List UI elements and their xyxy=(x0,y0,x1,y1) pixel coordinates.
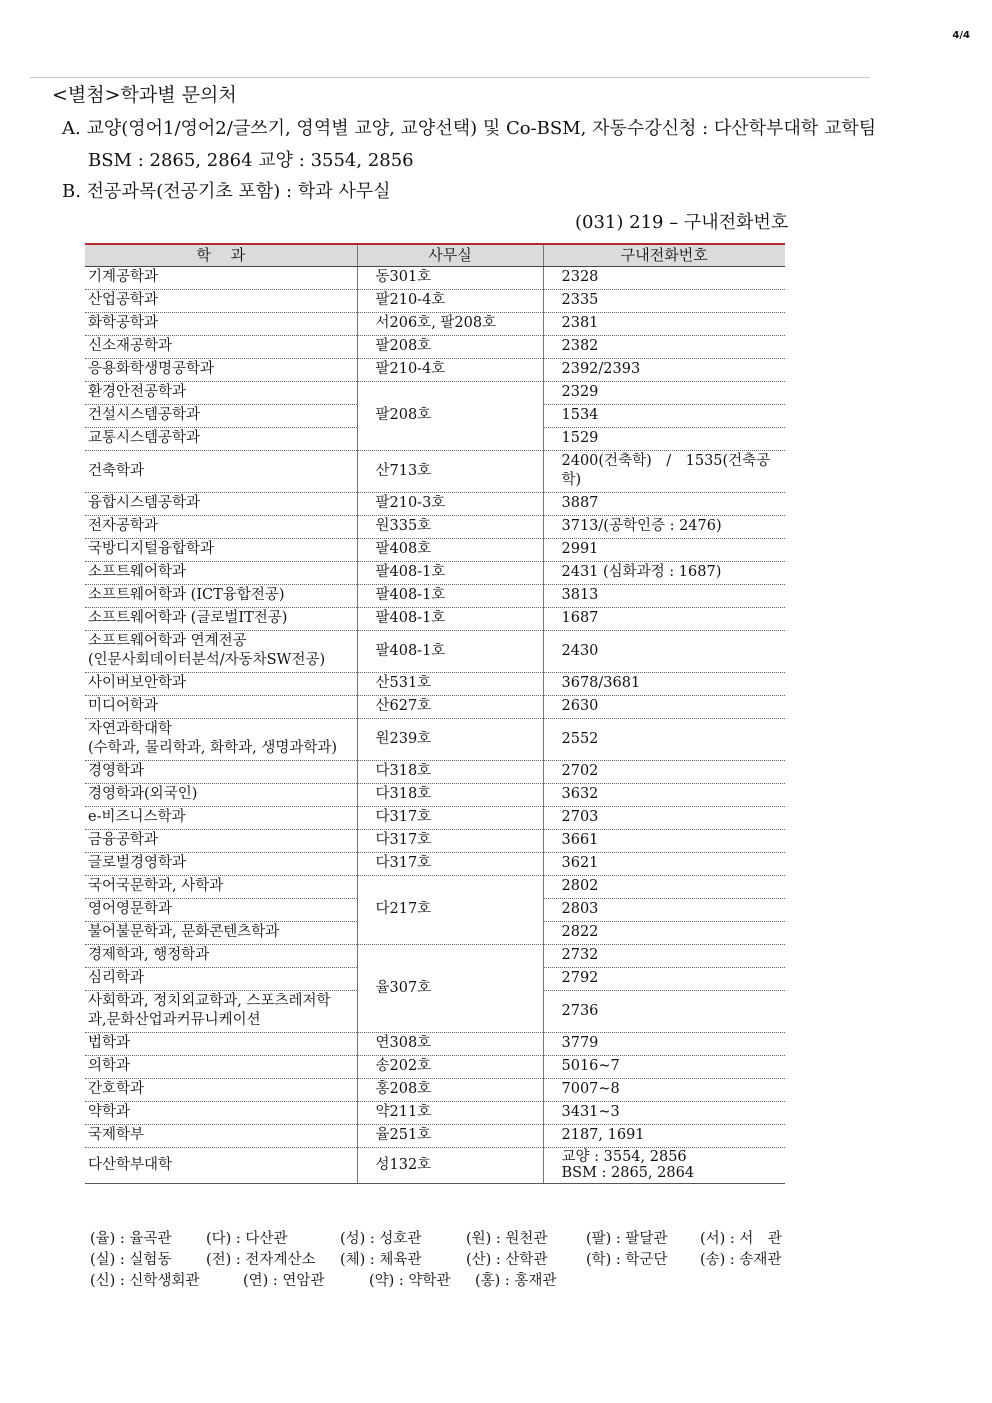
dept-cell: 약학과 xyxy=(85,1102,357,1125)
dept-cell: 국방디지털융합학과 xyxy=(85,539,357,562)
extension-cell: 2187, 1691 xyxy=(543,1125,785,1148)
legend-item: (성) : 성호관 xyxy=(340,1231,422,1247)
extension-cell: 2703 xyxy=(543,807,785,830)
table-row xyxy=(85,1033,785,1056)
table-row xyxy=(85,516,785,539)
office-cell: 산713호 xyxy=(357,451,543,493)
table-row xyxy=(85,1079,785,1102)
dept-cell: 건설시스템공학과 xyxy=(85,405,357,428)
extension-cell: 2991 xyxy=(543,539,785,562)
dept-cell: 의학과 xyxy=(85,1056,357,1079)
extension-cell: 1687 xyxy=(543,608,785,631)
office-cell: 원239호 xyxy=(357,719,543,761)
table-header-row xyxy=(85,244,785,267)
attachment-heading: <별첨>학과별 문의처 xyxy=(52,84,237,106)
dept-cell: 전자공학과 xyxy=(85,516,357,539)
legend-item: (전) : 전자계산소 xyxy=(206,1252,316,1268)
office-cell: 다318호 xyxy=(357,761,543,784)
phone-prefix: (031) 219 – 구내전화번호 xyxy=(575,212,789,233)
office-cell: 약211호 xyxy=(357,1102,543,1125)
legend-item: (실) : 실험동 xyxy=(90,1252,172,1268)
legend-item: (율) : 율곡관 xyxy=(90,1231,172,1247)
extension-line: BSM : 2865, 2864 xyxy=(561,1165,695,1181)
table-row xyxy=(85,1125,785,1148)
office-cell: 팔210-4호 xyxy=(357,290,543,313)
dept-cell: 신소재공학과 xyxy=(85,336,357,359)
extension-cell: 2802 xyxy=(543,876,785,899)
legend-row xyxy=(90,1229,790,1250)
dept-line: 과,문화산업과커뮤니케이션 xyxy=(88,1012,261,1028)
extension-cell: 3713/(공학인증 : 2476) xyxy=(543,516,785,539)
dept-cell: 경영학과 xyxy=(85,761,357,784)
table-row xyxy=(85,451,785,493)
office-cell: 팔208호 xyxy=(357,336,543,359)
office-cell: 성132호 xyxy=(357,1148,543,1184)
extension-cell: 2329 xyxy=(543,382,785,405)
building-abbreviation-legend xyxy=(90,1229,790,1292)
legend-item: (홍) : 홍재관 xyxy=(475,1273,557,1289)
extension-cell: 2630 xyxy=(543,696,785,719)
table-row xyxy=(85,673,785,696)
legend-item: (다) : 다산관 xyxy=(206,1231,288,1247)
extension-cell: 2392/2393 xyxy=(543,359,785,382)
table-row xyxy=(85,359,785,382)
dept-cell: 금융공학과 xyxy=(85,830,357,853)
office-cell: 다317호 xyxy=(357,830,543,853)
table-row xyxy=(85,784,785,807)
dept-cell: 화학공학과 xyxy=(85,313,357,336)
table-row xyxy=(85,608,785,631)
legend-item: (연) : 연암관 xyxy=(243,1273,325,1289)
extension-cell: 2732 xyxy=(543,945,785,968)
office-cell: 팔210-4호 xyxy=(357,359,543,382)
office-cell: 원335호 xyxy=(357,516,543,539)
extension-cell: 2381 xyxy=(543,313,785,336)
extension-cell: 2702 xyxy=(543,761,785,784)
extension-cell: 2552 xyxy=(543,719,785,761)
dept-line: (인문사회데이터분석/자동차SW전공) xyxy=(88,652,326,668)
table-row xyxy=(85,719,785,761)
dept-line: 사회학과, 정치외교학과, 스포츠레저학 xyxy=(88,993,331,1009)
office-cell: 송202호 xyxy=(357,1056,543,1079)
table-row xyxy=(85,1056,785,1079)
office-cell: 산627호 xyxy=(357,696,543,719)
dept-cell: 법학과 xyxy=(85,1033,357,1056)
office-cell: 팔408-1호 xyxy=(357,631,543,673)
extension-cell: 3621 xyxy=(543,853,785,876)
extension-cell: 2430 xyxy=(543,631,785,673)
legend-item: (팔) : 팔달관 xyxy=(586,1231,668,1247)
table-row xyxy=(85,562,785,585)
extension-cell: 1529 xyxy=(543,428,785,451)
table-row xyxy=(85,945,785,968)
extension-cell: 3661 xyxy=(543,830,785,853)
extension-cell: 3431~3 xyxy=(543,1102,785,1125)
office-cell: 서206호, 팔208호 xyxy=(357,313,543,336)
office-cell: 산531호 xyxy=(357,673,543,696)
legend-item: (원) : 원천관 xyxy=(466,1231,548,1247)
dept-cell: 영어영문학과 xyxy=(85,899,357,922)
page-number: 4/4 xyxy=(952,30,970,41)
table-row xyxy=(85,336,785,359)
legend-item: (약) : 약학관 xyxy=(369,1273,451,1289)
office-cell: 홍208호 xyxy=(357,1079,543,1102)
dept-cell: 간호학과 xyxy=(85,1079,357,1102)
extension-cell: 2431 (심화과정 : 1687) xyxy=(543,562,785,585)
extension-line: 교양 : 3554, 2856 xyxy=(561,1149,687,1165)
dept-cell: 환경안전공학과 xyxy=(85,382,357,405)
dept-cell: 다산학부대학 xyxy=(85,1148,357,1184)
dept-cell: 국어국문학과, 사학과 xyxy=(85,876,357,899)
office-cell: 팔408-1호 xyxy=(357,585,543,608)
extension-cell: 1534 xyxy=(543,405,785,428)
item-a-text: A. 교양(영어1/영어2/글쓰기, 영역별 교양, 교양선택) 및 Co-BSM, 자동수강신청 : 다산학부대학 교학팀 xyxy=(62,118,877,139)
office-cell: 팔408-1호 xyxy=(357,608,543,631)
legend-row xyxy=(90,1250,790,1271)
table-row xyxy=(85,631,785,673)
extension-cell: 3678/3681 xyxy=(543,673,785,696)
table-row xyxy=(85,313,785,336)
table-row xyxy=(85,585,785,608)
table-row xyxy=(85,853,785,876)
legend-item: (산) : 산학관 xyxy=(466,1252,548,1268)
dept-cell: 사이버보안학과 xyxy=(85,673,357,696)
office-cell: 팔210-3호 xyxy=(357,493,543,516)
table-row xyxy=(85,807,785,830)
extension-cell: 3813 xyxy=(543,585,785,608)
extension-cell: 3632 xyxy=(543,784,785,807)
department-contact-table xyxy=(85,243,785,1184)
header-extension: 구내전화번호 xyxy=(543,244,785,267)
dept-cell: 소프트웨어학과 (글로벌IT전공) xyxy=(85,608,357,631)
dept-cell: e-비즈니스학과 xyxy=(85,807,357,830)
legend-item: (송) : 송재관 xyxy=(700,1252,782,1268)
header-department: 학 과 xyxy=(85,244,357,267)
dept-cell: 응용화학생명공학과 xyxy=(85,359,357,382)
extension-cell: 2736 xyxy=(543,991,785,1033)
extension-cell: 3779 xyxy=(543,1033,785,1056)
office-cell: 팔208호 xyxy=(357,382,543,451)
dept-cell: 소프트웨어학과 xyxy=(85,562,357,585)
extension-cell: 2803 xyxy=(543,899,785,922)
extension-cell xyxy=(543,1148,785,1184)
extension-cell: 2335 xyxy=(543,290,785,313)
office-cell: 율251호 xyxy=(357,1125,543,1148)
extension-cell: 3887 xyxy=(543,493,785,516)
dept-cell: 기계공학과 xyxy=(85,267,357,290)
office-cell: 다217호 xyxy=(357,876,543,945)
legend-row xyxy=(90,1271,790,1292)
table-row xyxy=(85,1102,785,1125)
dept-line: 자연과학대학 xyxy=(88,721,173,737)
extension-cell: 2400(건축학) / 1535(건축공학) xyxy=(543,451,785,493)
dept-cell: 심리학과 xyxy=(85,968,357,991)
top-divider xyxy=(30,77,870,78)
dept-cell xyxy=(85,631,357,673)
dept-cell: 소프트웨어학과 (ICT융합전공) xyxy=(85,585,357,608)
dept-cell: 산업공학과 xyxy=(85,290,357,313)
legend-item: (체) : 체육관 xyxy=(340,1252,422,1268)
dept-cell: 국제학부 xyxy=(85,1125,357,1148)
office-cell: 연308호 xyxy=(357,1033,543,1056)
table-row xyxy=(85,1148,785,1184)
office-cell: 다318호 xyxy=(357,784,543,807)
office-cell: 동301호 xyxy=(357,267,543,290)
dept-line: 소프트웨어학과 연계전공 xyxy=(88,633,247,649)
extension-cell: 7007~8 xyxy=(543,1079,785,1102)
table-row xyxy=(85,696,785,719)
dept-cell xyxy=(85,719,357,761)
extension-cell: 2328 xyxy=(543,267,785,290)
table-row xyxy=(85,382,785,405)
dept-cell: 경영학과(외국인) xyxy=(85,784,357,807)
table-row xyxy=(85,761,785,784)
table-row xyxy=(85,267,785,290)
item-b-text: B. 전공과목(전공기초 포함) : 학과 사무실 xyxy=(62,181,391,202)
dept-cell xyxy=(85,991,357,1033)
table-row xyxy=(85,493,785,516)
dept-cell: 건축학과 xyxy=(85,451,357,493)
table-row xyxy=(85,290,785,313)
legend-item: (학) : 학군단 xyxy=(586,1252,668,1268)
office-cell: 율307호 xyxy=(357,945,543,1033)
extension-cell: 2382 xyxy=(543,336,785,359)
office-cell: 다317호 xyxy=(357,853,543,876)
extension-cell: 2822 xyxy=(543,922,785,945)
dept-cell: 융합시스템공학과 xyxy=(85,493,357,516)
legend-item: (신) : 신학생회관 xyxy=(90,1273,200,1289)
dept-cell: 불어불문학과, 문화콘텐츠학과 xyxy=(85,922,357,945)
extension-cell: 5016~7 xyxy=(543,1056,785,1079)
dept-cell: 글로벌경영학과 xyxy=(85,853,357,876)
dept-cell: 교통시스템공학과 xyxy=(85,428,357,451)
header-office: 사무실 xyxy=(357,244,543,267)
table-row xyxy=(85,539,785,562)
dept-line: (수학과, 물리학과, 화학과, 생명과학과) xyxy=(88,740,338,756)
item-a-contacts: BSM : 2865, 2864 교양 : 3554, 2856 xyxy=(88,150,414,171)
extension-cell: 2792 xyxy=(543,968,785,991)
office-cell: 팔408-1호 xyxy=(357,562,543,585)
office-cell: 다317호 xyxy=(357,807,543,830)
table-row xyxy=(85,830,785,853)
legend-item: (서) : 서 관 xyxy=(700,1231,782,1247)
dept-cell: 경제학과, 행정학과 xyxy=(85,945,357,968)
table-row xyxy=(85,876,785,899)
office-cell: 팔408호 xyxy=(357,539,543,562)
dept-cell: 미디어학과 xyxy=(85,696,357,719)
